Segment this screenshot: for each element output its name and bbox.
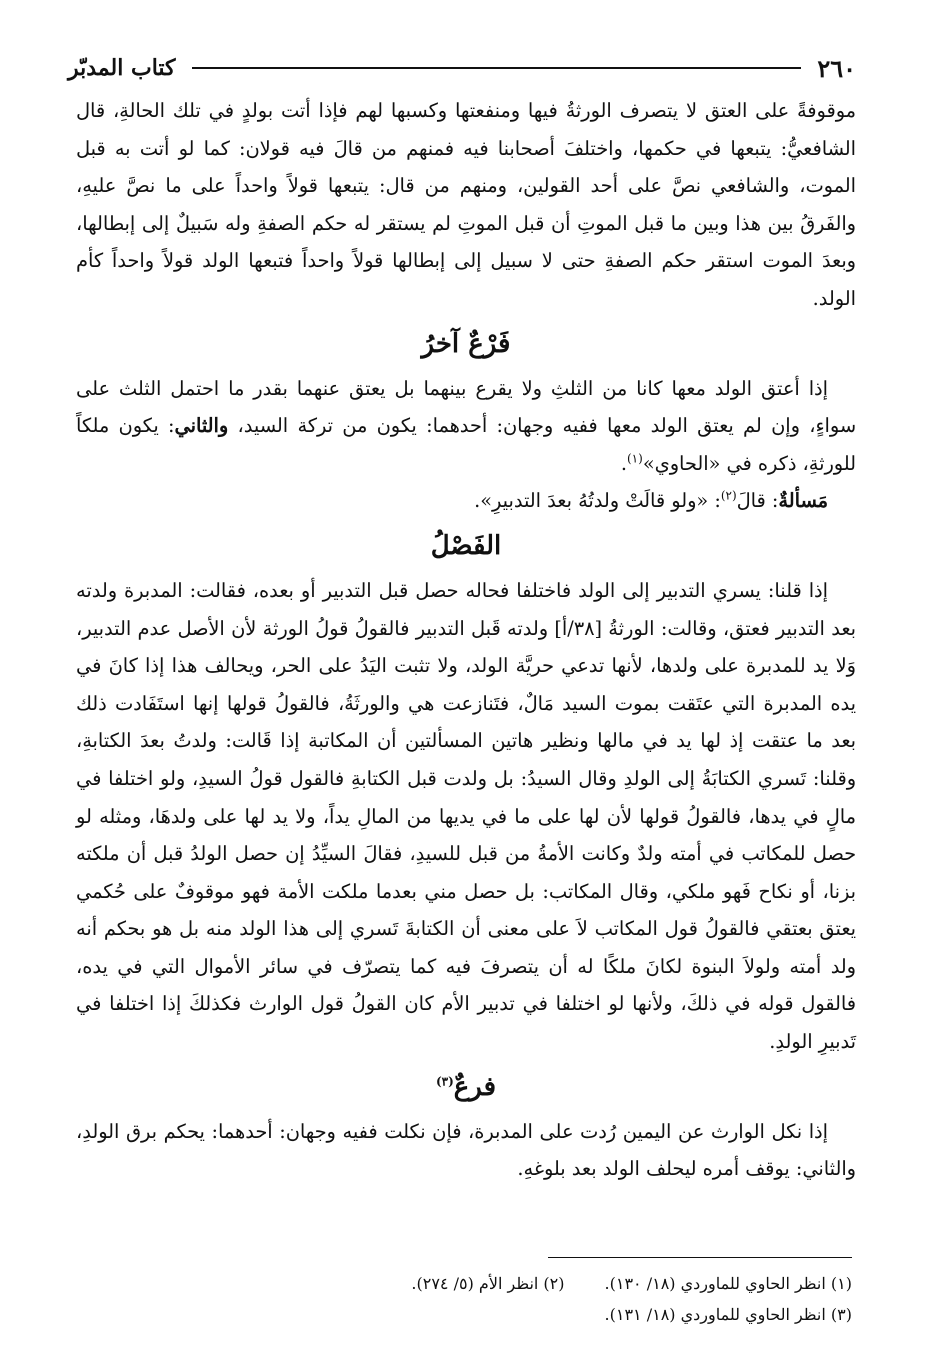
paragraph-2-text-a: إذا أعتق الولد معها كانا من الثلثِ ولا يقرع بينهما بل يعتق عنهما بقدر ما احتمل الثلث على سواءٍ، وإن لم يعتق الولد معها ففيه وجهان: أحدهما: يكون من تركة السيد، [76,376,857,438]
main-text [76,92,856,1188]
masala-label: مَسألةٌ [778,489,828,513]
footnote-2: (٢) انظر الأم (٥/ ٢٧٤). [411,1274,565,1293]
page-number: ٢٦٠ [817,53,856,83]
heading-far [76,1063,856,1111]
paragraph-2-text-c: . [620,451,627,475]
paragraph-5: إذا نكل الوارث عن اليمين رُدت على المدبرة، فإن نكلت ففيه وجهان: أحدهما: يحكم برق الولدِ، والثاني: يوقف أمره ليحلف الولد بعد بلوغهِ. [76,1119,856,1181]
heading-fasl: الفَصْلُ [430,530,502,561]
paragraph-1: موقوفةً على العتق لا يتصرف الورثةُ فيها ومنفعتها وكسبها لهم فإذا أتت بولدٍ في تلك الحالةِ، قال الشافعيُّ: يتبعها في حكمها، واختلفَ أصحابنا فيه فمنهم من قالَ فيه قولان: كما لو أتت به قبل الموت، والشافعي نصَّ على أحد القولين، ومنهم من قال: يتبعها قولاً واحداً على ما نصَّ عليهِ، والفَرقُ بين هذا وبين ما قبل الموتِ أن قبل الموتِ لم يستقر له حكم الصفةِ وله سَبيلٌ إلى إبطالها، وبعدَ الموت استقر حكم الصفةِ حتى لا سبيل إلى إبطالها قولاً واحداً فتبعها الولد قولاً واحداً كأم الولد. [76,99,856,310]
heading-far-text: فرعٌ [453,1071,497,1102]
paragraph-2-bold: والثاني [174,414,229,438]
header-rule [192,67,802,69]
paragraph-2-text-b: : يكون ملكاً للورثةِ، ذكره في «الحاوي» [76,414,856,475]
footnotes [230,1268,852,1330]
heading-far-akhar: فَرْعٌ آخرُ [421,328,511,359]
footnote-ref-3[interactable]: (٣) [435,1074,454,1088]
footnote-ref-1[interactable]: (١) [626,451,643,466]
book-title: كتاب المدبّر [68,55,176,81]
paragraph-3-text-b: : «ولو قالَتْ ولدتُهُ بعدَ التدبيرِ». [474,489,721,513]
paragraph-2 [76,370,856,483]
footnote-rule [548,1257,852,1258]
paragraph-4: إذا قلنا: يسري التدبير إلى الولد فاختلفا فحاله حصل قبل التدبير أو بعده، فقالت: المدبرة ولدته بعد التدبير فعتق، وقالت: الورثةُ [٣٨/أ] ولدته قَبل التدبير فالقولُ قولُ الورثة لأن الأصل عدم التدبير، وَلا يد للمدبرة على ولدها، لأنها تدعي حريَّة الولد، ولا تثبت اليَدُ على الحر، ويحالف هذا إذا كانَ في يده المدبرة التي عتَقت بموت السيد مَالٌ، فتَنازعت هي والورثَةُ، فالقولُ قولها إنها استَفَادت ذلك بعد ما عتقت إذ لها يد في مالها ونظير هاتين المسألتين أن المكاتبة إذا قَالت: ولدتُ بعدَ الكتابةِ، وقلنا: تَسري الكتابَةُ إلى الولدِ وقال السيدُ: بل ولدت قبل الكتابةِ فالقول قولُ السيدِ، ولو اختلفا في مالٍ في يدها، فالقولُ قولها لأن لها على ما في يديها من المالِ يداً، ولا يد لها على ولدهَا، ومثله لو حصل للمكاتب في أمته ولدٌ وكانت الأمةُ من قبل للسيدِ، فقالَ السيِّدُ إن حصل الولدُ قبل أن ملكته بزنا، أو نكاح فَهو ملكي، وقال المكاتب: بل حصل مني بعدما ملكت الأمة فهو موقوفٌ على حُكمي يعتق بعتقي فالقولُ قول المكاتب لاَ على معنى أن الكتابةَ تَسري إلى هذا الولد منه بل هو بحكم أنه ولد أمته ولولاَ البنوة لكانَ ملكًا له أن يتصرفَ فيه كما يتصرّف في سائر الأموال التي في يده، فالقول قوله في ذلكَ، ولأنها لو اختلفا في تدبير الأم كان القولُ قول الوارث فكذلكَ إذا اختلفا في تَدبيرِ الولدِ. [76,578,856,1054]
footnote-row-1 [230,1268,852,1299]
page-header [68,48,856,88]
footnote-row-2 [230,1299,852,1330]
footnote-3: (٣) انظر الحاوي للماوردي (١٨/ ١٣١). [604,1305,852,1324]
paragraph-3-text-a: : قالَ [736,489,779,513]
footnote-1: (١) انظر الحاوي للماوردي (١٨/ ١٣٠). [604,1274,852,1293]
footnote-ref-2[interactable]: (٢) [720,488,737,503]
paragraph-3 [76,482,856,520]
